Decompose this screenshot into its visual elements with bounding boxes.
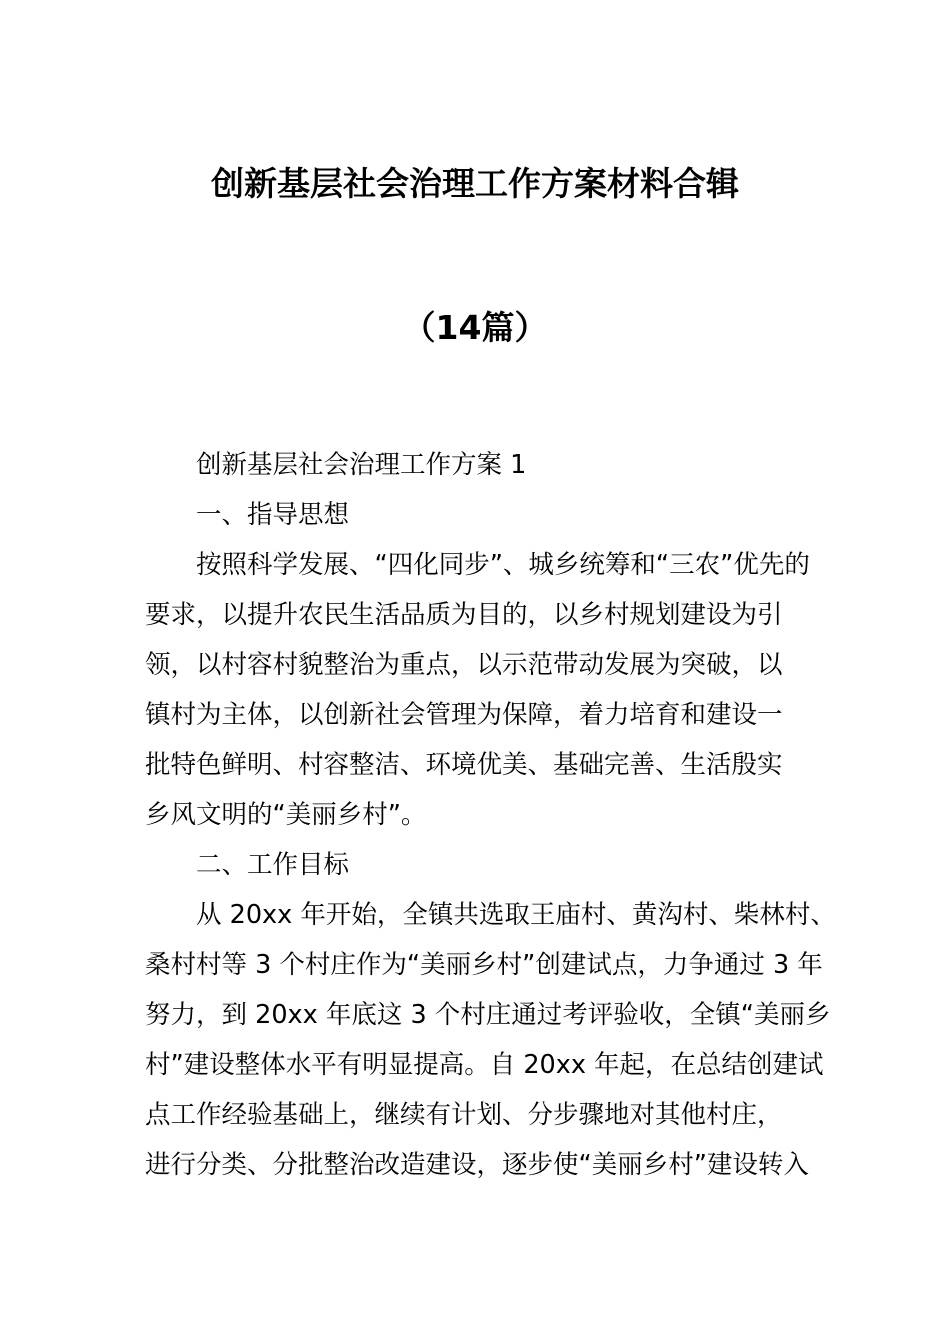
- section-title: 创新基层社会治理工作方案 1: [196, 450, 527, 480]
- paragraph-line: 批特色鲜明、村容整洁、环境优美、基础完善、生活殷实: [145, 750, 783, 780]
- document-body: [145, 440, 836, 1190]
- paragraph-line: 乡风文明的“美丽乡村”。: [145, 800, 427, 830]
- heading-work-goals: 二、工作目标: [196, 850, 350, 880]
- paragraph-line: 要求，以提升农民生活品质为目的，以乡村规划建设为引: [145, 600, 783, 630]
- paragraph-line: 从 20xx 年开始，全镇共选取王庙村、黄沟村、柴林村、: [196, 900, 836, 930]
- paragraph-line: 按照科学发展、“四化同步”、城乡统筹和“三农”优先的: [196, 550, 810, 580]
- document-subtitle: （14篇）: [402, 308, 548, 347]
- heading-guiding-ideology: 一、指导思想: [196, 500, 350, 530]
- paragraph-line: 镇村为主体，以创新社会管理为保障，着力培育和建设一: [145, 700, 783, 730]
- paragraph-line: 努力，到 20xx 年底这 3 个村庄通过考评验收，全镇“美丽乡: [145, 1000, 831, 1030]
- paragraph-line: 点工作经验基础上，继续有计划、分步骤地对其他村庄，: [145, 1100, 783, 1130]
- paragraph-line: 领，以村容村貌整治为重点，以示范带动发展为突破，以: [145, 650, 783, 680]
- paragraph-line: 进行分类、分批整治改造建设，逐步使“美丽乡村”建设转入: [145, 1150, 809, 1180]
- paragraph-line: 桑村村等 3 个村庄作为“美丽乡村”创建试点，力争通过 3 年: [145, 950, 823, 980]
- paragraph-guiding-ideology: [145, 540, 825, 840]
- document-title: 创新基层社会治理工作方案材料合辑: [211, 164, 739, 203]
- paragraph-work-goals: [145, 890, 836, 1190]
- paragraph-line: 村”建设整体水平有明显提高。自 20xx 年起，在总结创建试: [145, 1050, 824, 1080]
